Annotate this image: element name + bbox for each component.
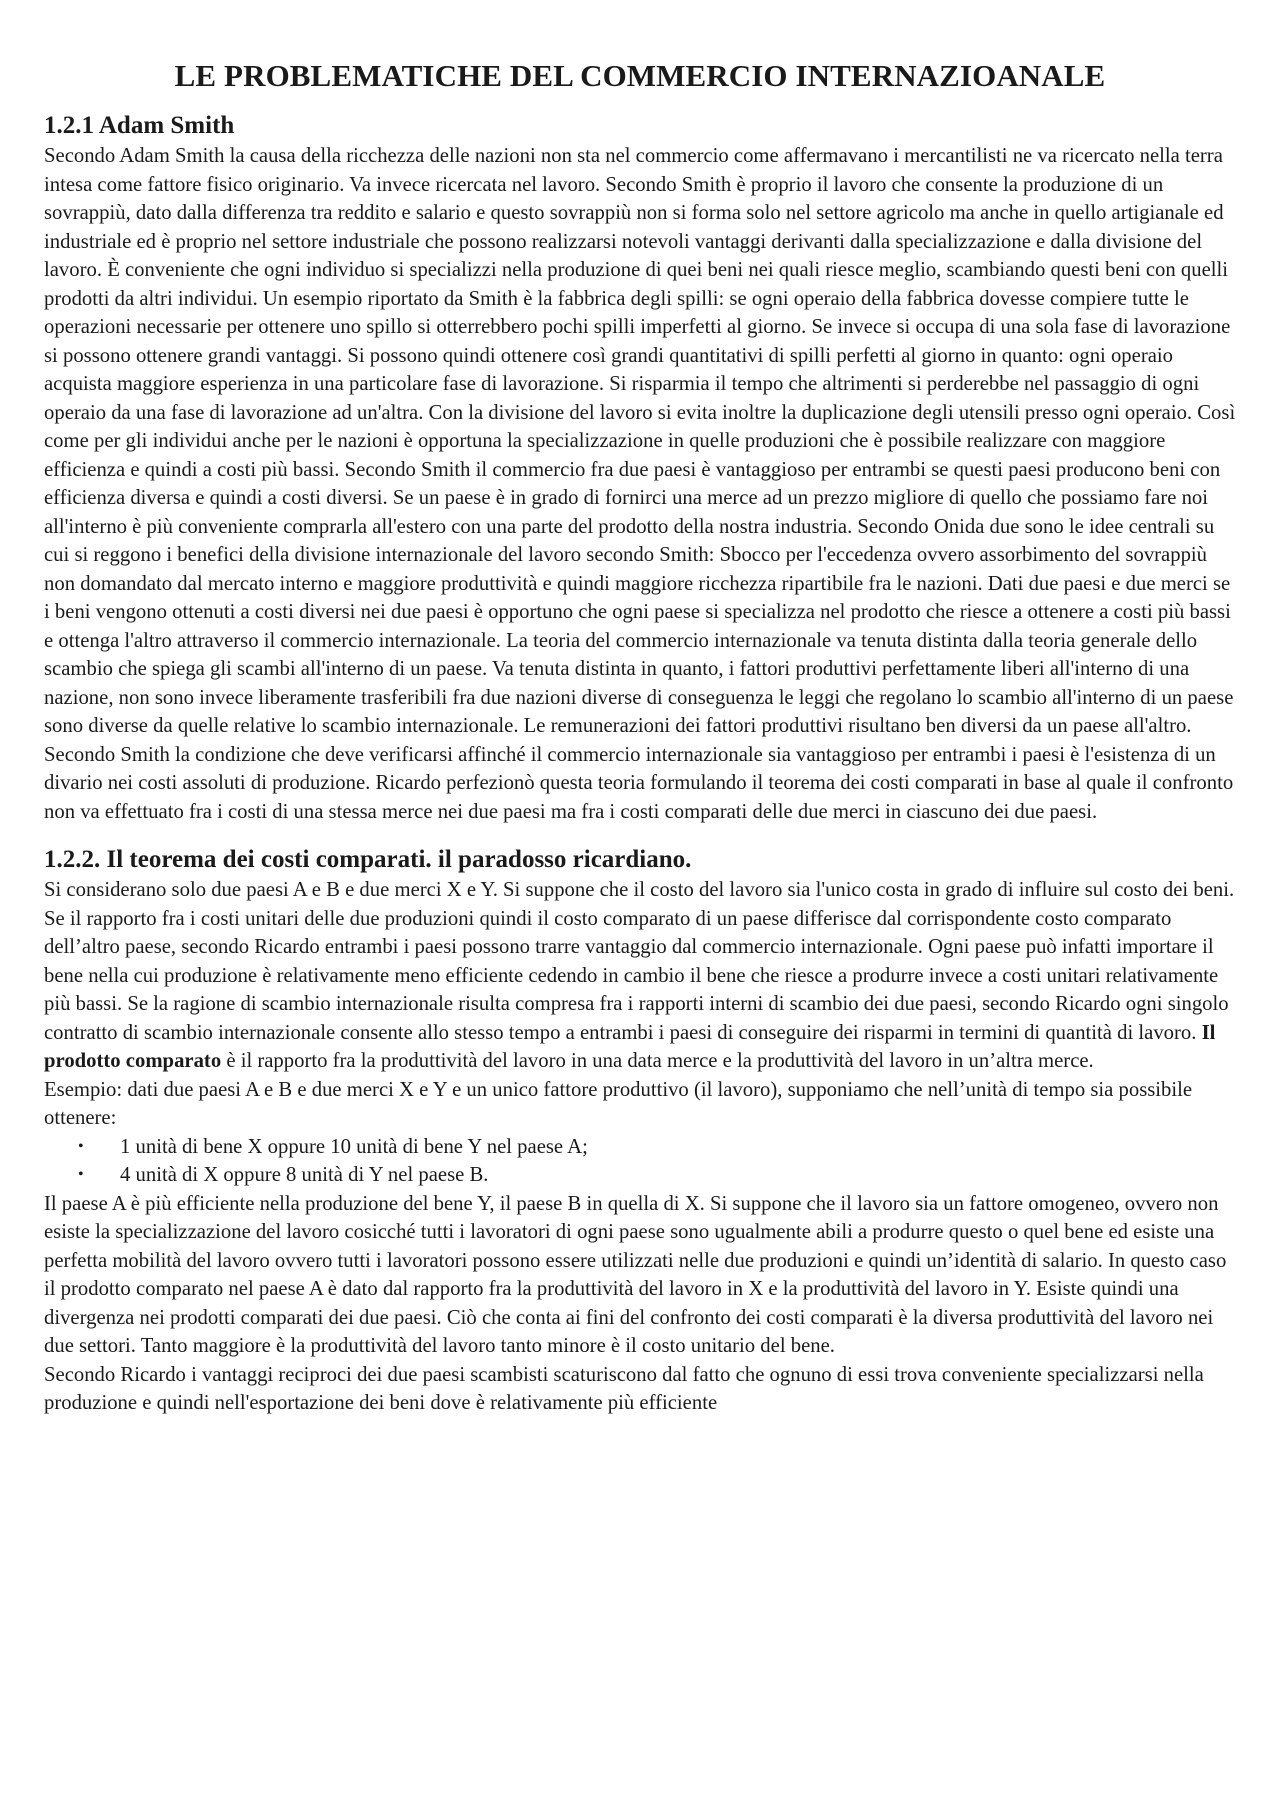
body-paragraph: Secondo Adam Smith la causa della ricchezza delle nazioni non sta nel commercio come affermavano i mercantilisti ne va ricercato nella terra intesa come fattore fisico originario. Va invece ricercata nel lavoro. Secondo Smith è proprio il lavoro che consente la produzione di un sovrappiù, dato dalla differenza tra reddito e salario e questo sovrappiù non si forma solo nel settore agricolo ma anche in quello artigianale ed industriale ed è proprio nel settore industriale che possono realizzarsi notevoli vantaggi derivanti dalla specializzazione e dalla divisione del lavoro. È conveniente che ogni individuo si specializzi nella produzione di quei beni nei quali riesce meglio, scambiando questi beni con quelli prodotti da altri individui. Un esempio riportato da Smith è la fabbrica degli spilli: se ogni operaio della fabbrica dovesse compiere tutte le operazioni necessarie per ottenere uno spillo si otterrebbero pochi spilli imperfetti al giorno. Se invece si occupa di una sola fase di lavorazione si possono ottenere grandi vantaggi. Si possono quindi ottenere così grandi quantitativi di spilli perfetti al giorno in quanto: ogni operaio acquista maggiore esperienza in una particolare fase di lavorazione. Si risparmia il tempo che altrimenti si perderebbe nel passaggio di ogni operaio da una fase di lavorazione ad un'altra. Con la divisione del lavoro si evita inoltre la duplicazione degli utensili presso ogni operaio. Così come per gli individui anche per le nazioni è opportuna la specializzazione in quelle produzioni che è possibile realizzare con maggiore efficienza e quindi a costi più bassi. Secondo Smith il commercio fra due paesi è vantaggioso per entrambi se questi paesi producono beni con efficienza diversa e quindi a costi diversi. Se un paese è in grado di fornirci una merce ad un prezzo migliore di quello che possiamo fare noi all'interno è più conveniente comprarla all'estero con una parte del prodotto della nostra industria. Secondo Onida due sono le idee centrali su cui si reggono i benefici della divisione internazionale del lavoro secondo Smith: Sbocco per l'eccedenza ovvero assorbimento del sovrappiù non domandato dal mercato interno e maggiore produttività e quindi maggiore ricchezza ripartibile fra le nazioni. Dati due paesi e due merci se i beni vengono ottenuti a costi diversi nei due paesi è opportuno che ogni paese si specializza nel prodotto che riesce a ottenere a costi più bassi e ottenga l'altro attraverso il commercio internazionale. La teoria del commercio internazionale va tenuta distinta dalla teoria generale dello scambio che spiega gli scambi all'interno di un paese. Va tenuta distinta in quanto, i fattori produttivi perfettamente liberi all'interno di una nazione, non sono invece liberamente trasferibili fra due nazioni diverse di conseguenza le leggi che regolano lo scambio all'interno di un paese sono diverse da quelle relative lo scambio internazionale. Le remunerazioni dei fattori produttivi risultano ben diversi da un paese all'altro. Secondo Smith la condizione che deve verificarsi affinché il commercio internazionale sia vantaggioso per entrambi i paesi è l'esistenza di un divario nei costi assoluti di produzione. Ricardo perfezionò questa teoria formulando il teorema dei costi comparati in base al quale il confronto non va effettuato fra i costi di una stessa merce nei due paesi ma fra i costi comparati delle due merci in ciascuno dei due paesi. (44, 145, 1236, 823)
paragraph-text: Si considerano solo due paesi A e B e due merci X e Y. Si suppone che il costo del lavoro sia l'unico costa in grado di influire sul costo dei beni. Se il rapporto fra i costi unitari delle due produzioni quindi il costo comparato di un paese differisce dal corrispondente costo comparato dell’altro paese, secondo Ricardo entrambi i paesi possono trarre vantaggio dal commercio internazionale. Ogni paese può infatti importare il bene nella cui produzione è relativamente meno efficiente cedendo in cambio il bene che riesce a produrre invece a costi unitari relativamente più bassi. Se la ragione di scambio internazionale risulta compresa fra i rapporti interni di scambio dei due paesi, secondo Ricardo ogni singolo contratto di scambio internazionale consente allo stesso tempo a entrambi i paesi di conseguire dei risparmi in termini di quantità di lavoro. (44, 879, 1235, 1044)
paragraph-text: è il rapporto fra la produttività del lavoro in una data merce e la produttività del lavoro in un’altra merce. (221, 1050, 1094, 1072)
list-item (78, 1161, 1236, 1190)
example-bullet-list (44, 1133, 1236, 1190)
list-item (78, 1133, 1236, 1162)
section-heading: 1.2.1 Adam Smith (44, 112, 235, 139)
document-title: LE PROBLEMATICHE DEL COMMERCIO INTERNAZIOANALE (174, 58, 1106, 93)
section-adam-smith (44, 112, 1236, 826)
bullet-marker: • (78, 1166, 84, 1183)
body-paragraph: Il paese A è più efficiente nella produzione del bene Y, il paese B in quella di X. Si suppone che il lavoro sia un fattore omogeneo, ovvero non esiste la specializzazione del lavoro cosicché tutti i lavoratori di ogni paese sono ugualmente abili a produrre questo o quel bene ed esiste una perfetta mobilità del lavoro ovvero tutti i lavoratori possono essere utilizzati nelle due produzioni e quindi un’identità di salario. In questo caso il prodotto comparato nel paese A è dato dal rapporto fra la produttività del lavoro in X e la produttività del lavoro in Y. Esiste quindi una divergenza nei prodotti comparati dei due paesi. Ciò che conta ai fini del confronto dei costi comparati è la diversa produttività del lavoro nei due settori. Tanto maggiore è la produttività del lavoro tanto minore è il costo unitario del bene. (44, 1192, 1227, 1357)
bullet-marker: • (78, 1137, 84, 1155)
list-item-text: 1 unità di bene X oppure 10 unità di bene Y nel paese A; (120, 1135, 588, 1158)
body-paragraph (44, 876, 1236, 1076)
body-paragraph: Secondo Ricardo i vantaggi reciproci dei due paesi scambisti scaturiscono dal fatto che ognuno di essi trova conveniente specializzarsi nella produzione e quindi nell'esportazione dei beni dove è relativamente più efficiente (44, 1363, 1204, 1414)
list-item-text: 4 unità di X oppure 8 unità di Y nel paese B. (120, 1164, 489, 1186)
section-heading: 1.2.2. Il teorema dei costi comparati. il paradosso ricardiano. (44, 846, 692, 873)
bold-term: Il prodotto comparato (44, 1021, 1216, 1072)
example-intro-paragraph: Esempio: dati due paesi A e B e due merci X e Y e un unico fattore produttivo (il lavoro), supponiamo che nell’unità di tempo sia possibile ottenere: (44, 1078, 1193, 1129)
section-costi-comparati (44, 846, 1236, 1418)
